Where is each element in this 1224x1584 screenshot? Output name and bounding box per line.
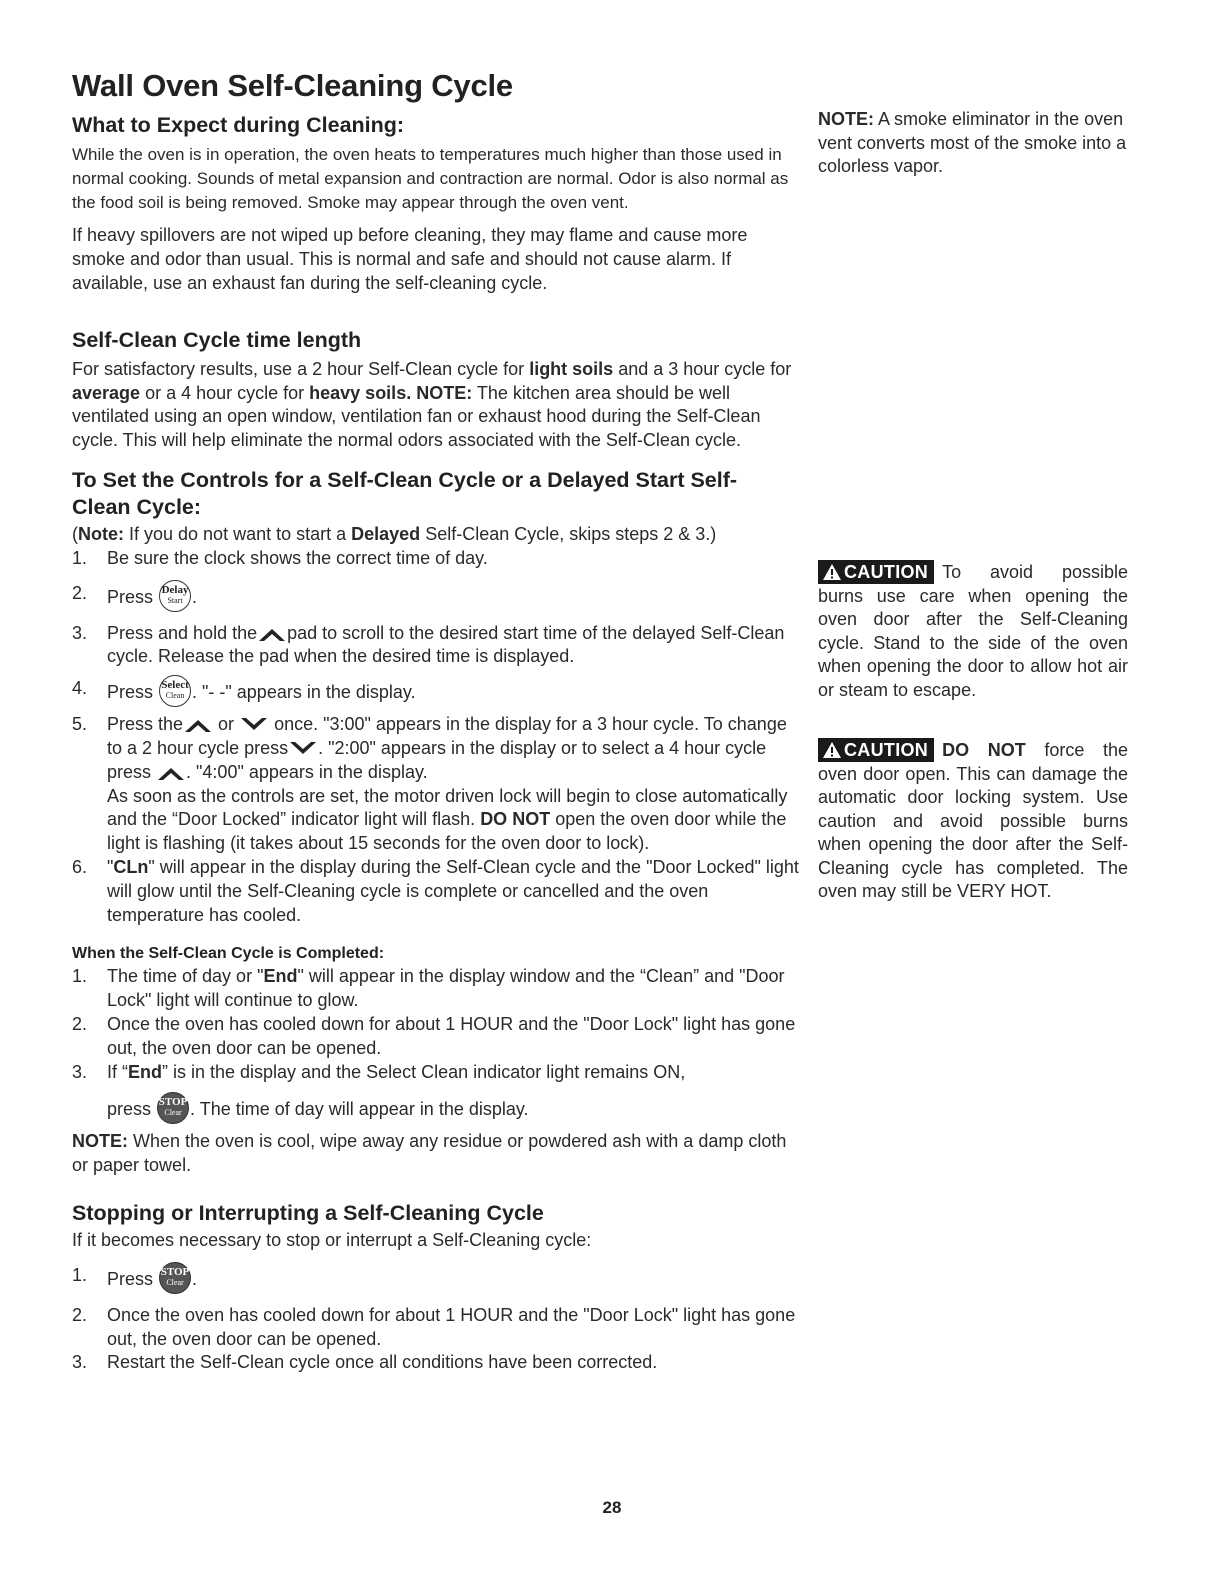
page-title: Wall Oven Self-Cleaning Cycle: [72, 68, 513, 103]
set-controls-heading: To Set the Controls for a Self-Clean Cycle or a Delayed Start Self-Clean Cycle:: [72, 467, 738, 519]
warning-icon: [822, 741, 842, 759]
expect-paragraph-1: While the oven is in operation, the oven heats to temperatures much higher than those used in normal cooking. Sounds of metal expansion and contraction are normal. Odor is also normal as the food soil is being removed. Smoke may appear through the oven vent.: [72, 145, 789, 212]
stop-clear-button-icon: STOP Clear: [159, 1262, 191, 1294]
caution-badge: CAUTION: [818, 560, 934, 584]
select-clean-button-icon: Select Clean: [159, 675, 191, 707]
completed-steps: [72, 965, 802, 1126]
list-item: 1. Press STOP Clear .: [72, 1264, 802, 1296]
list-item: 3. Restart the Self-Clean cycle once all conditions have been corrected.: [72, 1352, 658, 1373]
stopping-intro: If it becomes necessary to stop or interrupt a Self-Cleaning cycle:: [72, 1229, 592, 1250]
time-length-heading: Self-Clean Cycle time length: [72, 327, 362, 352]
stopping-steps: [72, 1264, 802, 1375]
up-arrow-icon: [156, 765, 186, 781]
list-item: 3. Press and hold the pad to scroll to the desired start time of the delayed Self-Clean cycle. Release the pad when the desired time is displayed.: [72, 622, 785, 667]
main-column: [72, 68, 802, 1375]
page-number: 28: [602, 1498, 622, 1517]
list-item: 6. "CLn" will appear in the display during the Self-Clean cycle and the "Door Locked" light will glow until the Self-Cleaning cycle is complete or cancelled and the oven temperature has cooled.: [72, 856, 799, 925]
caution-badge: CAUTION: [818, 738, 934, 762]
warning-icon: [822, 563, 842, 581]
completed-note: NOTE: When the oven is cool, wipe away any residue or powdered ash with a damp cloth or paper towel.: [72, 1131, 787, 1176]
down-arrow-icon: [239, 717, 269, 733]
stop-clear-button-icon: STOP Clear: [157, 1092, 189, 1124]
list-item: 2. Once the oven has cooled down for about 1 HOUR and the "Door Lock" light has gone out, the oven door can be opened.: [72, 1013, 796, 1058]
sidebar-note: NOTE: A smoke eliminator in the oven vent converts most of the smoke into a colorless vapor.: [818, 109, 1127, 176]
up-arrow-icon: [183, 717, 213, 733]
delay-start-button-icon: Delay Start: [159, 580, 191, 612]
sidebar-caution-1: CAUTION To avoid possible burns use care when opening the oven door after the Self-Cleaning cycle. Stand to the side of the oven when opening the door to allow hot air or steam to escape.: [818, 562, 1128, 700]
completed-heading: When the Self-Clean Cycle is Completed:: [72, 945, 385, 963]
list-item: 3. If “End” is in the display and the Select Clean indicator light remains ON, press STOP Clear . The time of day will appear in the display.: [72, 1061, 802, 1127]
stopping-heading: Stopping or Interrupting a Self-Cleaning Cycle: [72, 1200, 544, 1225]
list-item: 1. The time of day or "End" will appear in the display window and the “Clean” and "Door Lock" light will continue to glow.: [72, 966, 785, 1011]
up-arrow-icon: [257, 626, 287, 642]
time-length-paragraph: For satisfactory results, use a 2 hour Self-Clean cycle for light soils and a 3 hour cycle for average or a 4 hour cycle for heavy soils. NOTE: The kitchen area should be well ventilated using an open window, ventilation fan or exhaust hood during the Self-Clean cycle. This will help eliminate the normal odors associated with the Self-Clean cycle.: [72, 358, 792, 451]
list-item: 1. Be sure the clock shows the correct time of day.: [72, 547, 488, 568]
down-arrow-icon: [288, 741, 318, 757]
set-controls-note: (Note: If you do not want to start a Delayed Self-Clean Cycle, skips steps 2 & 3.): [72, 523, 717, 544]
set-controls-steps: [72, 547, 802, 928]
list-item: 5. Press the or once. "3:00" appears in the display for a 3 hour cycle. To change to a 2 hour cycle press . "2:00" appears in the display or to select a 4 hour cycle press . "4:00" appears in the display. As soon as the controls are set, the motor driven lock will begin to close automatically and the “Door Locked” indicator light will flash. DO NOT open the oven door while the light is flashing (it takes about 15 seconds for the oven door to lock).: [72, 714, 788, 854]
list-item: 2. Once the oven has cooled down for about 1 HOUR and the "Door Lock" light has gone out, the oven door can be opened.: [72, 1304, 796, 1349]
expect-heading: What to Expect during Cleaning:: [72, 113, 405, 137]
list-item: 2. Press Delay Start .: [72, 582, 802, 614]
list-item: 4. Press Select Clean . "- -" appears in the display.: [72, 677, 802, 709]
expect-paragraph-2: If heavy spillovers are not wiped up before cleaning, they may flame and cause more smoke and odor than usual. This is normal and safe and should not cause alarm. If available, use an exhaust fan during the self-cleaning cycle.: [72, 225, 748, 293]
sidebar-caution-2: CAUTION DO NOT force the oven door open. This can damage the automatic door locking system. Use caution and avoid possible burns when opening the door after the Self-Cleaning cycle has completed. The oven may still be VERY HOT.: [818, 740, 1128, 901]
